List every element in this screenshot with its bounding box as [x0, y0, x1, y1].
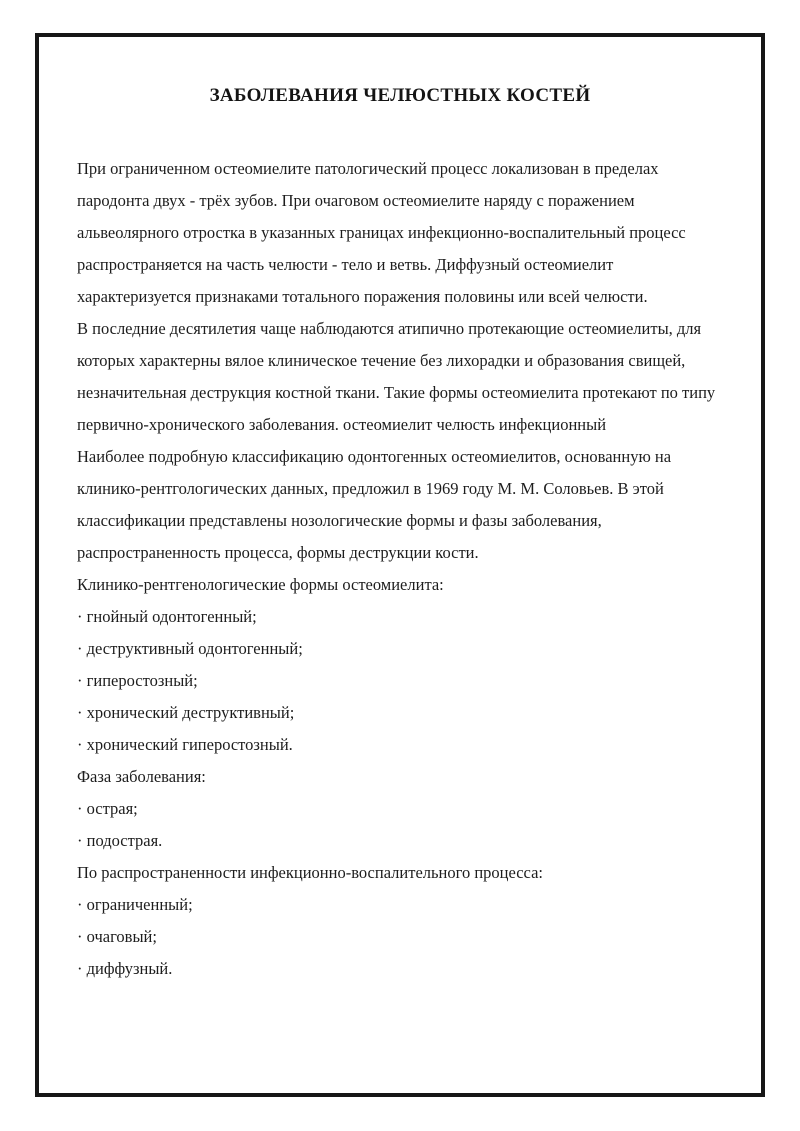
list-item: · деструктивный одонтогенный; [77, 639, 303, 658]
list-item: · подострая. [77, 831, 163, 850]
document-body [77, 153, 723, 985]
section-heading-clinical-forms: Клинико-рентгенологические формы остеомиелита: [77, 575, 444, 594]
list-item: · хронический деструктивный; [77, 703, 295, 722]
paragraph-osteomyelitis-forms: При ограниченном остеомиелите патологический процесс локализован в пределах пародонта двух - трёх зубов. При очаговом остеомиелите наряду с поражением альвеолярного отростка в указанных границах инфекционно-воспалительный процесс распространяется на часть челюсти - тело и ветвь. Диффузный остеомиелит характеризуется признаками тотального поражения половины или всей челюсти. [77, 159, 686, 306]
list-item: · ограниченный; [77, 895, 193, 914]
list-item: · диффузный. [77, 959, 173, 978]
section-heading-disease-phase: Фаза заболевания: [77, 767, 206, 786]
paragraph-classification: Наиболее подробную классификацию одонтогенных остеомиелитов, основанную на клинико-рентгологических данных, предложил в 1969 году М. М. Соловьев. В этой классификации представлены нозологические формы и фазы заболевания, распространенность процесса, формы деструкции кости. [77, 447, 672, 562]
section-heading-process-spread: По распространенности инфекционно-воспалительного процесса: [77, 863, 543, 882]
paragraph-atypical-course: В последние десятилетия чаще наблюдаются атипично протекающие остеомиелиты, для которых характерны вялое клиническое течение без лихорадки и образования свищей, незначительная деструкция костной ткани. Такие формы остеомиелита протекают по типу первично-хронического заболевания. остеомиелит челюсть инфекционный [77, 319, 716, 434]
list-item: · гнойный одонтогенный; [77, 607, 257, 626]
list-item: · острая; [77, 799, 138, 818]
list-item: · очаговый; [77, 927, 157, 946]
list-item: · гиперостозный; [77, 671, 198, 690]
page-title: ЗАБОЛЕВАНИЯ ЧЕЛЮСТНЫХ КОСТЕЙ [209, 85, 591, 106]
document-page [35, 33, 765, 1097]
list-item: · хронический гиперостозный. [77, 735, 293, 754]
